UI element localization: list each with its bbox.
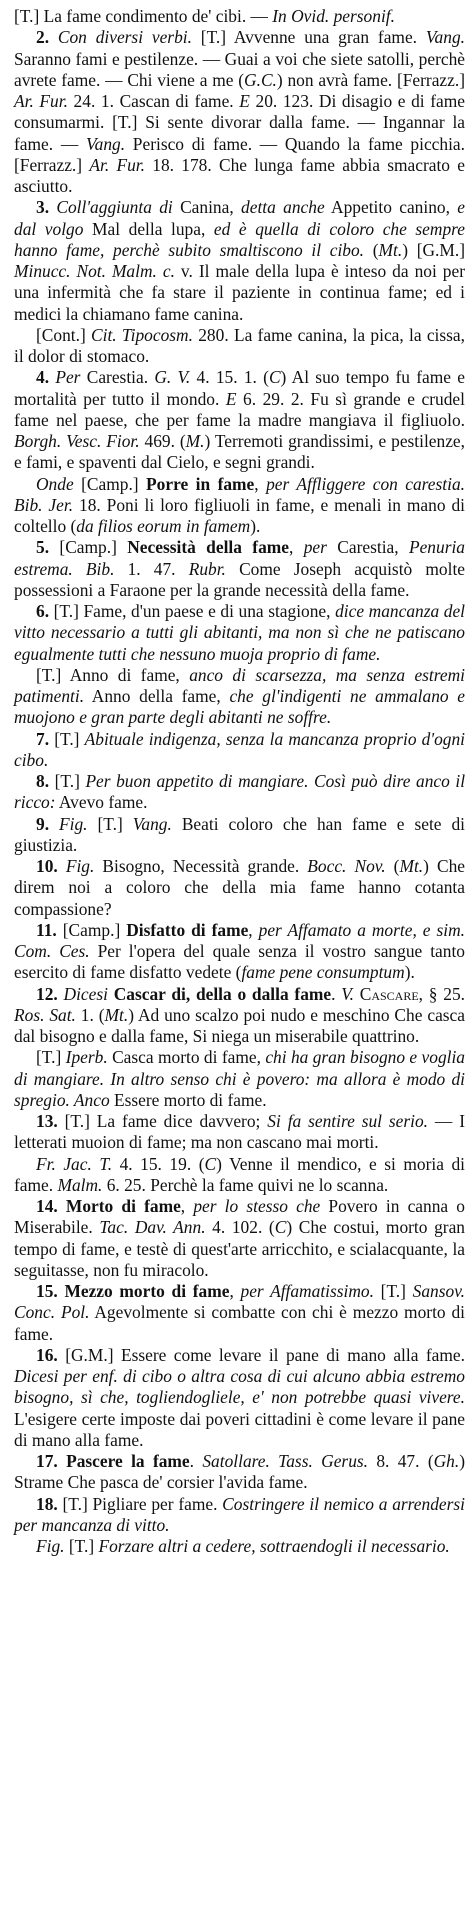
text: Agevolmente si combatte con chi è mezzo morto di fame. xyxy=(14,1302,466,1344)
italic-text: V. xyxy=(341,983,354,1004)
entry-paragraph xyxy=(14,814,465,857)
italic-text: Minucc. Not. Malm. c. xyxy=(14,261,175,281)
entry-paragraph xyxy=(14,1451,465,1494)
smallcaps-text: Cascare xyxy=(359,983,419,1004)
italic-text: Iperb. xyxy=(65,1047,108,1068)
entry-paragraph xyxy=(14,665,465,729)
bold-text: 11. xyxy=(36,919,63,940)
text: 4. 102. ( xyxy=(205,1217,275,1238)
text: ) Che costui, morto gran tempo di fame, e testè di quest'arte arricchito, e scialacquante, la seguitasse, non fu miracolo. xyxy=(14,1217,465,1280)
text: [G.M.] Essere come levare il pane di mano alla fame. xyxy=(65,1344,465,1365)
italic-text: Malm. xyxy=(57,1174,103,1195)
bold-text: Disfatto di fame xyxy=(126,919,249,940)
text: ). xyxy=(404,962,415,983)
italic-text: Cit. Tipocosm. xyxy=(91,324,193,345)
text: ) non avrà fame. [Ferrazz.] xyxy=(276,69,466,90)
italic-text: Vang. xyxy=(85,133,126,154)
text: [T.] xyxy=(87,813,133,834)
text: [T.] xyxy=(54,728,85,749)
entry-paragraph xyxy=(14,27,465,197)
italic-text: In Ovid. personif. xyxy=(272,6,395,26)
bold-text: 5. xyxy=(36,537,60,558)
bold-text: Necessità della fame xyxy=(127,537,289,558)
entry-paragraph xyxy=(14,984,465,1048)
bold-text: 10. xyxy=(36,856,66,876)
italic-text: Fr. Jac. T. xyxy=(36,1153,113,1174)
text: [Cont.] xyxy=(36,324,92,345)
text: [T.] La fame dice davvero; xyxy=(64,1111,268,1131)
text: 6. 25. Perchè la fame quivi ne lo scanna. xyxy=(102,1174,389,1195)
text: 1. ( xyxy=(75,1004,105,1025)
text: 280. La fame canina, la pica, la cissa, il dolor di stomaco. xyxy=(14,324,465,366)
bold-text: Mezzo morto di fame xyxy=(64,1281,230,1301)
entry-paragraph xyxy=(14,6,465,27)
italic-text: detta anche xyxy=(241,197,325,218)
italic-text: Fig. xyxy=(59,813,88,834)
italic-text: per lo stesso che xyxy=(193,1196,321,1216)
bold-text: 6. xyxy=(36,601,54,621)
italic-text: Forzare altri a cedere, sottraendogli il necessario. xyxy=(98,1536,450,1556)
bold-text: 9. xyxy=(36,813,60,834)
italic-text: Satollare. Tass. Gerus. xyxy=(202,1451,369,1471)
bold-text: 14. xyxy=(36,1196,66,1216)
entry-paragraph xyxy=(14,856,465,920)
bold-text: 16. xyxy=(36,1344,66,1365)
text: [T.] xyxy=(54,771,86,791)
italic-text: C xyxy=(274,1217,287,1238)
entry-paragraph xyxy=(14,325,465,368)
text: Bisogno, Necessità grande. xyxy=(94,856,308,876)
entry-paragraph xyxy=(14,367,465,473)
italic-text: Mt. xyxy=(378,239,403,260)
text: [T.] Pigliare per fame. xyxy=(62,1493,223,1514)
text: [Camp.] xyxy=(73,473,147,494)
bold-text: 12. xyxy=(36,983,64,1004)
text: , xyxy=(229,1281,241,1301)
italic-text: per xyxy=(303,537,327,558)
text: [Camp.] xyxy=(62,919,127,940)
text: [T.] Anno di fame, xyxy=(36,664,190,685)
text: Come Joseph acquistò molte possessioni a Faraone per la grande necessità della fame. xyxy=(14,558,465,600)
text: ) Venne il mendico, e si moria di fame. xyxy=(14,1153,466,1195)
italic-text: da filios eorum in famem xyxy=(76,516,251,536)
italic-text: Per buon appetito di mangiare. Così può dire anco il ricco: xyxy=(14,771,466,813)
entry-paragraph xyxy=(14,474,465,538)
text: [T.] Avvenne una gran fame. xyxy=(191,27,426,48)
text: , xyxy=(180,1196,194,1216)
entry-paragraph xyxy=(14,1281,465,1345)
italic-text: Ros. Sat. xyxy=(14,1004,76,1025)
text: , § 25. xyxy=(418,983,465,1004)
entry-paragraph xyxy=(14,1196,465,1281)
text: Perisco di fame. — Quando la fame picchia. [Ferrazz.] xyxy=(14,133,465,175)
italic-text: C xyxy=(268,367,281,388)
text: [T.] xyxy=(64,1536,99,1556)
text: Casca morto di fame, xyxy=(107,1047,266,1068)
text: Avevo fame. xyxy=(55,792,148,813)
italic-text: Tac. Dav. Ann. xyxy=(99,1217,206,1238)
italic-text: Bocc. Nov. xyxy=(307,856,386,876)
text: [T.] xyxy=(373,1281,413,1301)
italic-text: Sansov. Conc. Pol. xyxy=(14,1281,465,1323)
italic-text: Penuria estrema. Bib. xyxy=(14,537,465,579)
entry-paragraph xyxy=(14,197,465,325)
bold-text: Cascar di, della o dalla fame xyxy=(113,983,332,1004)
text: v. Il male della lupa è inteso da noi per una infermità che fa stare il paziente in continua fame; ed i medici la chiamano fame canina. xyxy=(14,261,466,324)
entry-paragraph xyxy=(14,1154,465,1197)
text: Carestia. xyxy=(80,367,155,388)
italic-text: Ar. Fur. xyxy=(14,91,68,111)
italic-text: per Affamatissimo. xyxy=(240,1281,374,1301)
text: 1. 47. xyxy=(114,558,189,579)
italic-text: Con diversi verbi. xyxy=(57,27,192,48)
italic-text: Abituale indigenza, senza la mancanza proprio d'ogni cibo. xyxy=(14,728,465,770)
text: ). xyxy=(250,516,261,536)
entry-paragraph xyxy=(14,601,465,665)
bold-text: 2. xyxy=(36,27,58,48)
italic-text: G. V. xyxy=(154,367,191,388)
text: 24. 1. Cascan di fame. xyxy=(67,91,240,111)
text: Canina, xyxy=(172,197,242,218)
bold-text: 7. xyxy=(36,728,55,749)
text: Saranno fami e pestilenze. — Guai a voi che siete satolli, perchè avrete fame. — Chi viene a me ( xyxy=(14,48,465,90)
bold-text: 8. xyxy=(36,771,55,791)
text: 20. 123. Di disagio e di fame consumarmi. [T.] Si sente divorar dalla fame. — Ingannar la fame. — xyxy=(14,91,465,154)
entry-paragraph xyxy=(14,1345,465,1451)
entry-paragraph xyxy=(14,1494,465,1537)
italic-text: Fig. xyxy=(65,856,95,876)
italic-text: Per xyxy=(55,367,81,388)
italic-text: Vang. xyxy=(425,27,465,48)
entry-paragraph xyxy=(14,537,465,601)
italic-text: Costringere il nemico a arrendersi per mancanza di vitto. xyxy=(14,1493,465,1535)
text: Carestia, xyxy=(326,537,409,558)
text: ) Terremoti grandissimi, e pestilenze, e fami, e spaventi dal Cielo, e segni grandi. xyxy=(14,431,466,473)
italic-text: che gl'indigenti ne ammalano e muojono e gran parte degli abitanti ne soffre. xyxy=(14,686,465,728)
text: 6. 29. 2. Fu sì grande e crudel fame nel paese, che per fame la madre mangiava il figliuolo. xyxy=(14,388,465,430)
bold-text: Pascere la fame xyxy=(66,1451,190,1471)
italic-text: Dicesi xyxy=(63,983,108,1004)
text: . xyxy=(189,1451,203,1471)
italic-text: dice mancanza del vitto necessario a tutti gli abitanti, ma non sì che ne patiscano egualmente tutti che nessuno muoja proprio di fame. xyxy=(14,601,466,664)
text: Mal della lupa, xyxy=(83,218,214,239)
entry-paragraph xyxy=(14,1536,465,1557)
italic-text: fame pene consumptum xyxy=(241,962,405,983)
italic-text: M. xyxy=(185,431,205,451)
text: ) Al suo tempo fu fame e mortalità per tutto il mondo. xyxy=(14,367,465,409)
italic-text: Coll'aggiunta di xyxy=(56,197,173,218)
text: 4. 15. 1. ( xyxy=(190,367,269,388)
text: Beati coloro che han fame e sete di giustizia. xyxy=(14,813,465,855)
italic-text: per Affliggere con carestia. Bib. Jer. xyxy=(14,473,466,515)
italic-text: Borgh. Vesc. Fior. xyxy=(14,431,140,451)
text: ) Ad uno scalzo poi nudo e meschino Che casca dal bisogno e dalla fame, Si niega un miserabile quattrino. xyxy=(14,1004,465,1046)
italic-text: G.C. xyxy=(244,69,277,90)
italic-text: Vang. xyxy=(132,813,172,834)
text: ) [G.M.] xyxy=(402,239,465,260)
text: ( xyxy=(364,239,379,260)
entry-paragraph xyxy=(14,729,465,772)
italic-text: Gh. xyxy=(433,1451,460,1471)
italic-text: ed è quella di coloro che sempre hanno fame, perchè subito smaltiscono il cibo. xyxy=(14,218,465,260)
italic-text: chi ha gran bisogno e voglia di mangiare. In altro senso chi è povero: ma allora è modo di spregio. Anco xyxy=(14,1047,465,1110)
bold-text: 15. xyxy=(36,1281,65,1301)
text: 4. 15. 19. ( xyxy=(112,1153,205,1174)
text: [T.] Fame, d'un paese e di una stagione, xyxy=(53,601,336,621)
italic-text: Fig. xyxy=(36,1536,65,1556)
italic-text: Si fa sentire sul serio. xyxy=(267,1111,429,1131)
italic-text: Mt. xyxy=(104,1004,129,1025)
text: Povero in canna o Miserabile. xyxy=(14,1196,465,1238)
bold-text: Morto di fame xyxy=(65,1196,181,1216)
text: Per l'opera del quale senza il vostro sangue tanto esercito di fame disfatto vedete ( xyxy=(14,941,466,983)
italic-text: per Affamato a morte, e sim. Com. Ces. xyxy=(14,919,465,961)
bold-text: 13. xyxy=(36,1111,65,1131)
text: 18. Poni li loro figliuoli in fame, e menali in mano di coltello ( xyxy=(14,494,465,536)
text: 8. 47. ( xyxy=(368,1451,434,1471)
bold-text: 4. xyxy=(36,367,56,388)
text: [Camp.] xyxy=(59,537,128,558)
text: Appetito canino, xyxy=(324,197,458,218)
text: — I letterati muoion di fame; ma non cascano mai morti. xyxy=(14,1111,465,1153)
text: 18. 178. Che lunga fame abbia smacrato e asciutto. xyxy=(14,154,465,196)
text: , xyxy=(254,473,267,494)
entry-paragraph xyxy=(14,771,465,814)
italic-text: Onde xyxy=(36,473,74,494)
italic-text: Rubr. xyxy=(188,558,226,579)
text: [T.] La fame condimento de' cibi. — xyxy=(14,6,273,26)
bold-text: 17. xyxy=(36,1451,67,1471)
text: [T.] xyxy=(36,1047,66,1068)
text: ) Strame Che pasca de' corsier l'avida fame. xyxy=(14,1451,466,1493)
text: L'esigere certe imposte dai poveri cittadini è come levare il pane di mano alla fame. xyxy=(14,1408,465,1450)
text: , xyxy=(248,919,259,940)
italic-text: Ar. Fur. xyxy=(89,154,145,175)
text: ( xyxy=(385,856,400,876)
italic-text: Dicesi per enf. di cibo o altra cosa di cui alcuno abbia estremo bisogno, sì che, togliendogliele, e' non potrebbe quasi vivere. xyxy=(14,1366,465,1408)
bold-text: Porre in fame xyxy=(146,473,255,494)
text: 469. ( xyxy=(139,431,186,451)
entry-paragraph xyxy=(14,1047,465,1111)
entry-paragraph xyxy=(14,920,465,984)
text: . xyxy=(331,983,342,1004)
italic-text: anco di scarsezza, ma senza estremi patimenti. xyxy=(14,664,465,706)
italic-text: e dal volgo xyxy=(14,197,465,239)
text: ) Che direm noi a coloro che della mia fame hanno cotanta compassione? xyxy=(14,856,466,919)
text: , xyxy=(289,537,304,558)
text: Anno della fame, xyxy=(84,686,230,706)
text: Essere morto di fame. xyxy=(109,1089,267,1110)
italic-text: E xyxy=(239,91,250,111)
italic-text: E xyxy=(225,388,237,409)
italic-text: C xyxy=(204,1153,217,1174)
italic-text: Mt. xyxy=(399,856,424,876)
entry-paragraph xyxy=(14,1111,465,1154)
bold-text: 3. xyxy=(36,197,57,218)
bold-text: 18. xyxy=(36,1493,63,1514)
